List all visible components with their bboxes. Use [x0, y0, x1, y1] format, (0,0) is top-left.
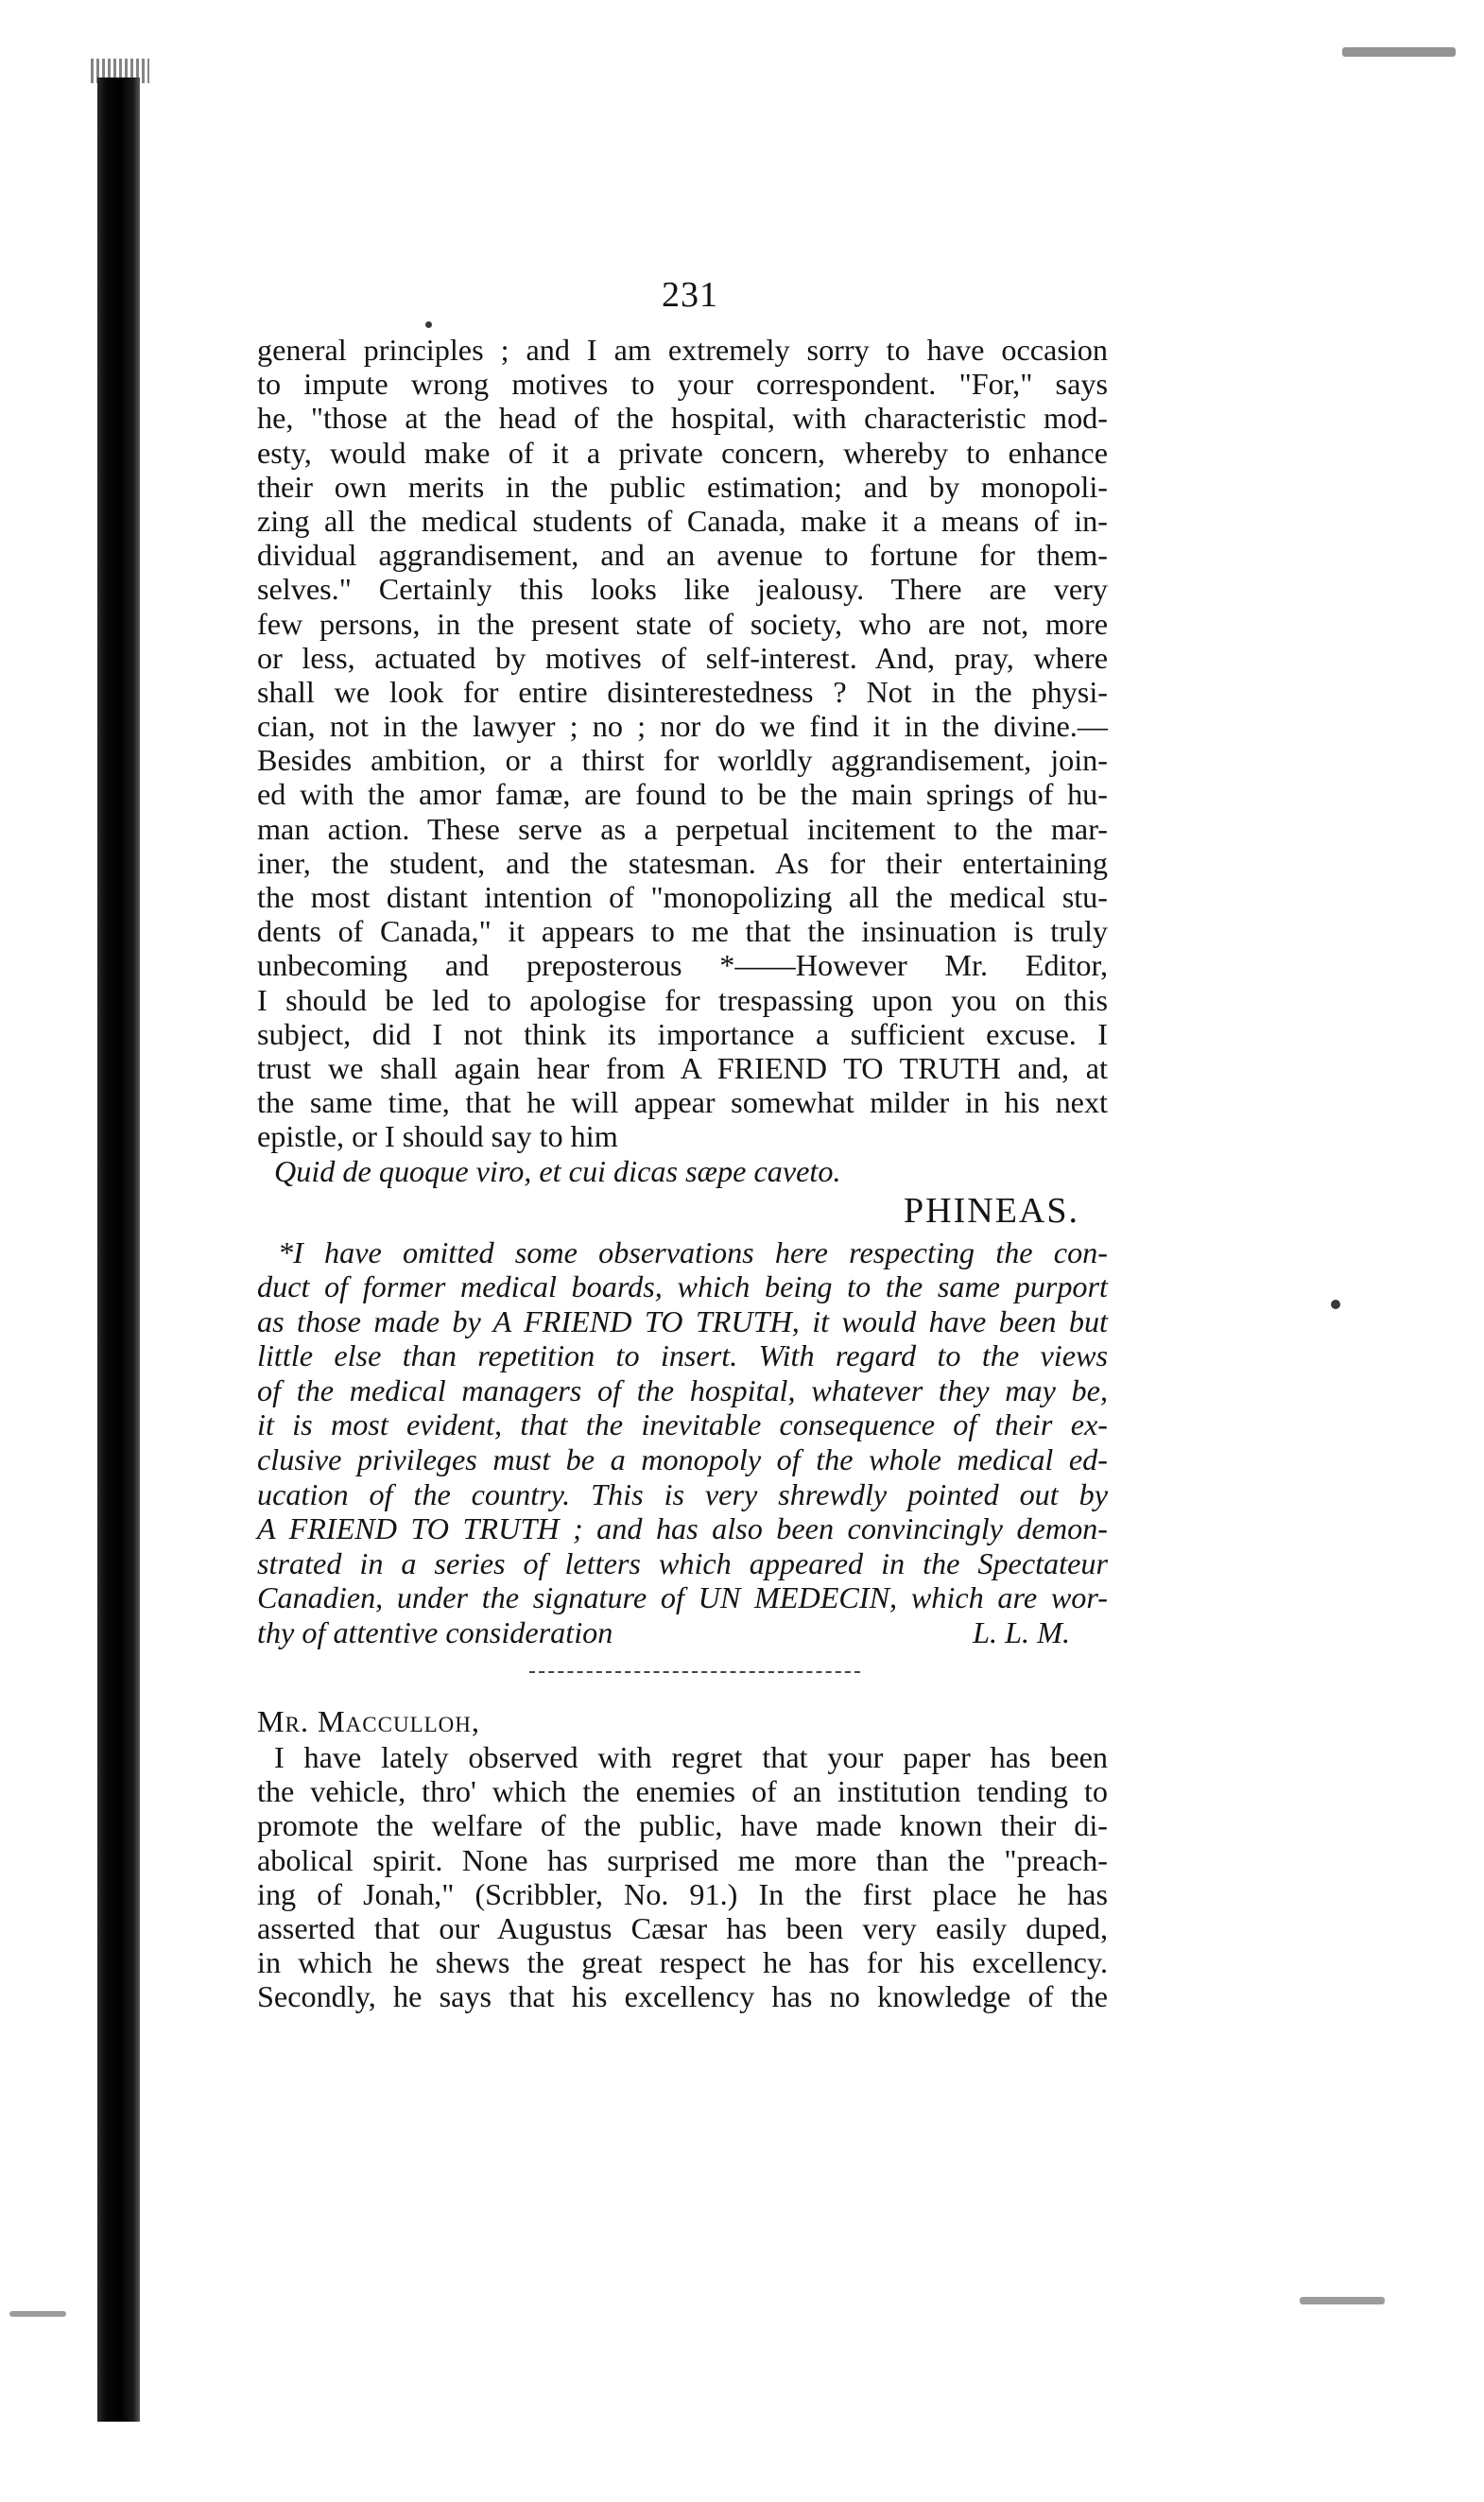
- footnote-line: Canadien, under the signature of UN MEDECIN, which are wor-: [257, 1580, 1108, 1615]
- text-line: Besides ambition, or a thirst for worldly aggrandisement, join-: [257, 743, 1108, 778]
- footnote-line: of the medical managers of the hospital, whatever they may be,: [257, 1372, 1108, 1407]
- scan-noise: [1300, 2297, 1385, 2304]
- latin-quotation: Quid de quoque viro, et cui dicas sæpe caveto.: [274, 1153, 841, 1188]
- text-line: I have lately observed with regret that your paper has been: [274, 1740, 1108, 1774]
- text-line: to impute wrong motives to your correspondent. "For," says: [257, 367, 1108, 402]
- author-signature: PHINEAS.: [904, 1190, 1079, 1231]
- page-number: 231: [662, 275, 718, 315]
- footnote-line: it is most evident, that the inevitable consequence of their ex-: [257, 1407, 1108, 1442]
- footnote: [257, 1235, 1108, 1650]
- text-line: selves." Certainly this looks like jealousy. There are very: [257, 572, 1108, 607]
- footnote-line: A FRIEND TO TRUTH ; and has also been convincingly demon-: [257, 1511, 1108, 1546]
- text-line: Secondly, he says that his excellency has no knowledge of the: [257, 1979, 1108, 2014]
- text-line: epistle, or I should say to him: [257, 1119, 618, 1154]
- text-line: iner, the student, and the statesman. As for their entertaining: [257, 845, 1108, 880]
- text-line: the same time, that he will appear somewhat milder in his next: [257, 1085, 1108, 1120]
- text-line: ing of Jonah," (Scribbler, No. 91.) In the first place he has: [257, 1876, 1108, 1911]
- text-line: dividual aggrandisement, and an avenue to fortune for them-: [257, 538, 1108, 573]
- text-line: unbecoming and preposterous *——However Mr. Editor,: [257, 948, 1108, 983]
- footnote-line: ucation of the country. This is very shrewdly pointed out by: [257, 1476, 1108, 1511]
- footnote-line: little else than repetition to insert. With regard to the views: [257, 1338, 1108, 1373]
- text-line: the vehicle, thro' which the enemies of an institution tending to: [257, 1774, 1108, 1809]
- scan-noise: [1342, 47, 1456, 57]
- scan-noise: [425, 321, 432, 328]
- footnote-line: clusive privileges must be a monopoly of the whole medical ed-: [257, 1442, 1108, 1477]
- text-line: few persons, in the present state of society, who are not, more: [257, 606, 1108, 641]
- text-line: their own merits in the public estimation; and by monopoli-: [257, 469, 1108, 504]
- book-binding-shadow: [97, 78, 140, 2422]
- text-line: shall we look for entire disinterestedness ? Not in the physi-: [257, 674, 1108, 709]
- text-line: esty, would make of it a private concern, whereby to enhance: [257, 435, 1108, 470]
- footnote-line: strated in a series of letters which appeared in the Spectateur: [257, 1545, 1108, 1580]
- scan-noise: [9, 2311, 66, 2317]
- text-line: trust we shall again hear from A FRIEND TO TRUTH and, at: [257, 1050, 1108, 1085]
- text-line: man action. These serve as a perpetual incitement to the mar-: [257, 811, 1108, 846]
- footnote-initials: L. L. M.: [973, 1615, 1070, 1650]
- article-one: [257, 333, 1108, 1650]
- scan-noise: [1331, 1300, 1340, 1309]
- footnote-line: *I have omitted some observations here respecting the con-: [278, 1234, 1108, 1269]
- text-line: subject, did I not think its importance a sufficient excuse. I: [257, 1016, 1108, 1051]
- text-line: promote the welfare of the public, have made known their di-: [257, 1808, 1108, 1843]
- text-line: I should be led to apologise for trespassing upon you on this: [257, 982, 1108, 1017]
- text-line: the most distant intention of "monopolizing all the medical stu-: [257, 880, 1108, 914]
- footnote-last-row: [257, 1615, 1108, 1650]
- article-two: [257, 1704, 1108, 2014]
- text-line: dents of Canada," it appears to me that the insinuation is truly: [257, 914, 1108, 949]
- text-line: cian, not in the lawyer ; no ; nor do we find it in the divine.—: [257, 709, 1108, 744]
- text-line: or less, actuated by motives of self-interest. And, pray, where: [257, 640, 1108, 675]
- text-line: he, "those at the head of the hospital, with characteristic mod-: [257, 401, 1108, 436]
- footnote-line: duct of former medical boards, which being to the same purport: [257, 1269, 1108, 1304]
- text-line: ed with the amor famæ, are found to be the main springs of hu-: [257, 777, 1108, 812]
- footnote-line: thy of attentive consideration: [257, 1615, 613, 1650]
- text-line: general principles ; and I am extremely sorry to have occasion: [257, 333, 1108, 367]
- salutation: Mr. Macculloh,: [257, 1704, 480, 1738]
- section-divider: [529, 1671, 860, 1673]
- text-line: zing all the medical students of Canada, make it a means of in-: [257, 503, 1108, 538]
- text-line: asserted that our Augustus Cæsar has been very easily duped,: [257, 1910, 1108, 1945]
- footnote-line: as those made by A FRIEND TO TRUTH, it would have been but: [257, 1303, 1108, 1338]
- text-line: in which he shews the great respect he has for his excellency.: [257, 1945, 1108, 1980]
- text-line: abolical spirit. None has surprised me more than the "preach-: [257, 1842, 1108, 1877]
